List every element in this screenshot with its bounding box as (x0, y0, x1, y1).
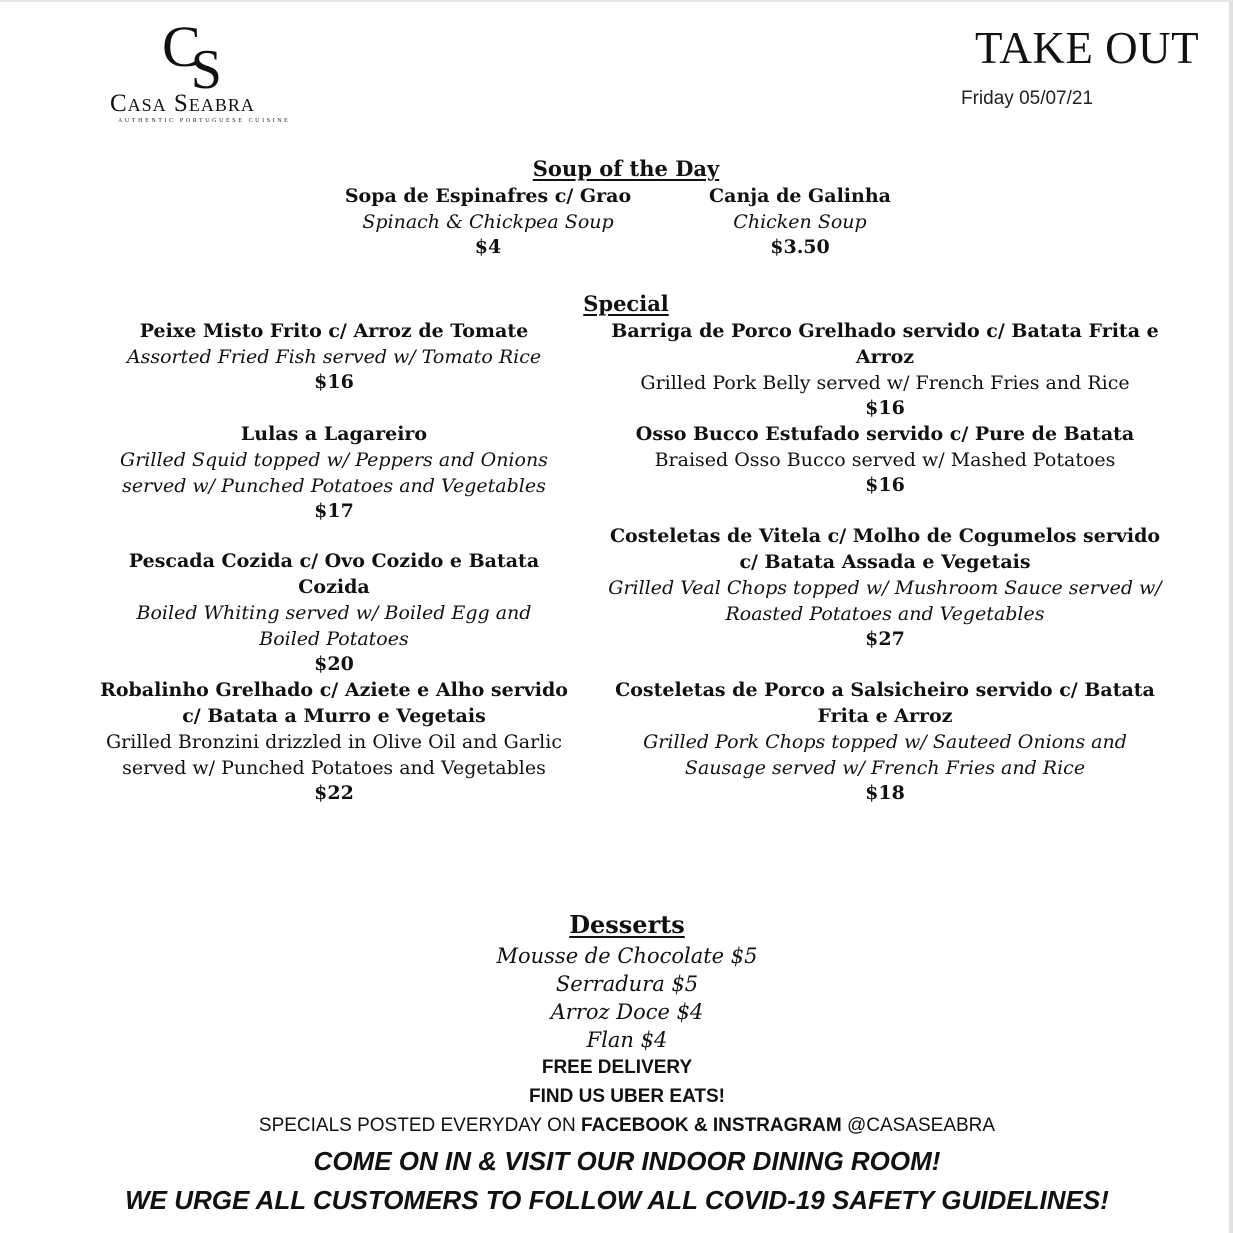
special-item-price: $16 (314, 371, 354, 393)
special-item-price: $16 (865, 397, 905, 419)
specials-social-line (127, 1111, 1127, 1140)
dessert-item: Arroz Doce $4 (550, 1000, 704, 1024)
special-item-desc: Assorted Fried Fish served w/ Tomato Rice (126, 346, 542, 368)
logo-monogram-s: S (190, 39, 216, 101)
special-item-name: Costeletas de Vitela c/ Molho de Cogumelos servido c/ Batata Assada e Vegetais (609, 525, 1161, 573)
special-item-name: Lulas a Lagareiro (240, 423, 428, 445)
uber-eats-notice: FIND US UBER EATS! (529, 1086, 725, 1107)
special-item-desc: Grilled Pork Belly served w/ French Fries and Rice (640, 372, 1130, 394)
soup-item-desc: Spinach & Chickpea Soup (362, 211, 614, 233)
logo-tagline: AUTHENTIC PORTUGUESE CUISINE (118, 118, 291, 124)
special-item (98, 318, 570, 395)
indoor-dining-notice: COME ON IN & VISIT OUR INDOOR DINING ROOM! (313, 1146, 941, 1176)
soup-item-name: Canja de Galinha (709, 185, 891, 207)
special-item (588, 677, 1182, 806)
special-heading: Special (583, 291, 669, 316)
special-item-desc: Grilled Squid topped w/ Peppers and Onions served w/ Punched Potatoes and Vegetables (120, 449, 548, 497)
social-handle: @CASASEABRA (841, 1115, 996, 1136)
soup-heading: Soup of the Day (532, 156, 720, 181)
special-item-name: Barriga de Porco Grelhado servido c/ Batata Frita e Arroz (611, 320, 1159, 368)
soup-item-price: $3.50 (770, 236, 830, 258)
special-item-price: $22 (314, 782, 354, 804)
special-item-name: Pescada Cozida c/ Ovo Cozido e Batata Cozida (128, 550, 540, 598)
special-item (588, 318, 1182, 421)
special-item-price: $20 (314, 653, 354, 675)
desserts-heading: Desserts (569, 910, 685, 939)
soup-item-desc: Chicken Soup (733, 211, 867, 233)
special-item (588, 421, 1182, 498)
special-item-price: $17 (314, 500, 354, 522)
soup-item-name: Sopa de Espinafres c/ Grao (344, 185, 632, 207)
logo-monogram (162, 14, 220, 101)
special-item-desc: Grilled Veal Chops topped w/ Mushroom Sauce served w/ Roasted Potatoes and Vegetables (608, 577, 1162, 625)
page-title: TAKE OUT (975, 23, 1200, 73)
special-item-name: Robalinho Grelhado c/ Aziete e Alho servido c/ Batata a Murro e Vegetais (100, 679, 568, 727)
special-item (600, 523, 1170, 652)
special-item (98, 421, 570, 524)
specials-prefix: SPECIALS POSTED EVERYDAY ON (258, 1115, 581, 1136)
special-item (98, 677, 570, 806)
dessert-item: Serradura $5 (555, 972, 699, 996)
special-item-name: Osso Bucco Estufado servido c/ Pure de Batata (635, 423, 1135, 445)
special-item-desc: Grilled Bronzini drizzled in Olive Oil and Garlic served w/ Punched Potatoes and Vegetables (106, 731, 562, 779)
special-item-price: $27 (865, 628, 905, 650)
dessert-item: Mousse de Chocolate $5 (496, 944, 758, 968)
soup-item (338, 183, 638, 260)
special-item-name: Peixe Misto Frito c/ Arroz de Tomate (139, 320, 529, 342)
menu-date: Friday 05/07/21 (961, 88, 1094, 109)
soup-item-price: $4 (474, 236, 502, 258)
dessert-item: Flan $4 (586, 1028, 668, 1052)
logo-name: Casa Seabra (110, 90, 255, 117)
social-networks: FACEBOOK & INSTRAGRAM (580, 1115, 842, 1136)
logo-monogram-c: C (162, 14, 195, 79)
special-item-desc: Grilled Pork Chops topped w/ Sauteed Onions and Sausage served w/ French Fries and Rice (643, 731, 1127, 779)
special-item-desc: Boiled Whiting served w/ Boiled Egg and Boiled Potatoes (136, 602, 532, 650)
special-item-name: Costeletas de Porco a Salsicheiro servido c/ Batata Frita e Arroz (615, 679, 1155, 727)
special-item-price: $16 (865, 474, 905, 496)
special-item (98, 548, 570, 677)
casa-seabra-logo (100, 14, 315, 133)
special-item-price: $18 (865, 782, 905, 804)
desserts-list (427, 942, 827, 1054)
soup-item (680, 183, 920, 260)
free-delivery: FREE DELIVERY (541, 1057, 693, 1078)
covid-notice: WE URGE ALL CUSTOMERS TO FOLLOW ALL COVID-19 SAFETY GUIDELINES! (125, 1185, 1109, 1215)
special-item-desc: Braised Osso Bucco served w/ Mashed Potatoes (654, 449, 1116, 471)
